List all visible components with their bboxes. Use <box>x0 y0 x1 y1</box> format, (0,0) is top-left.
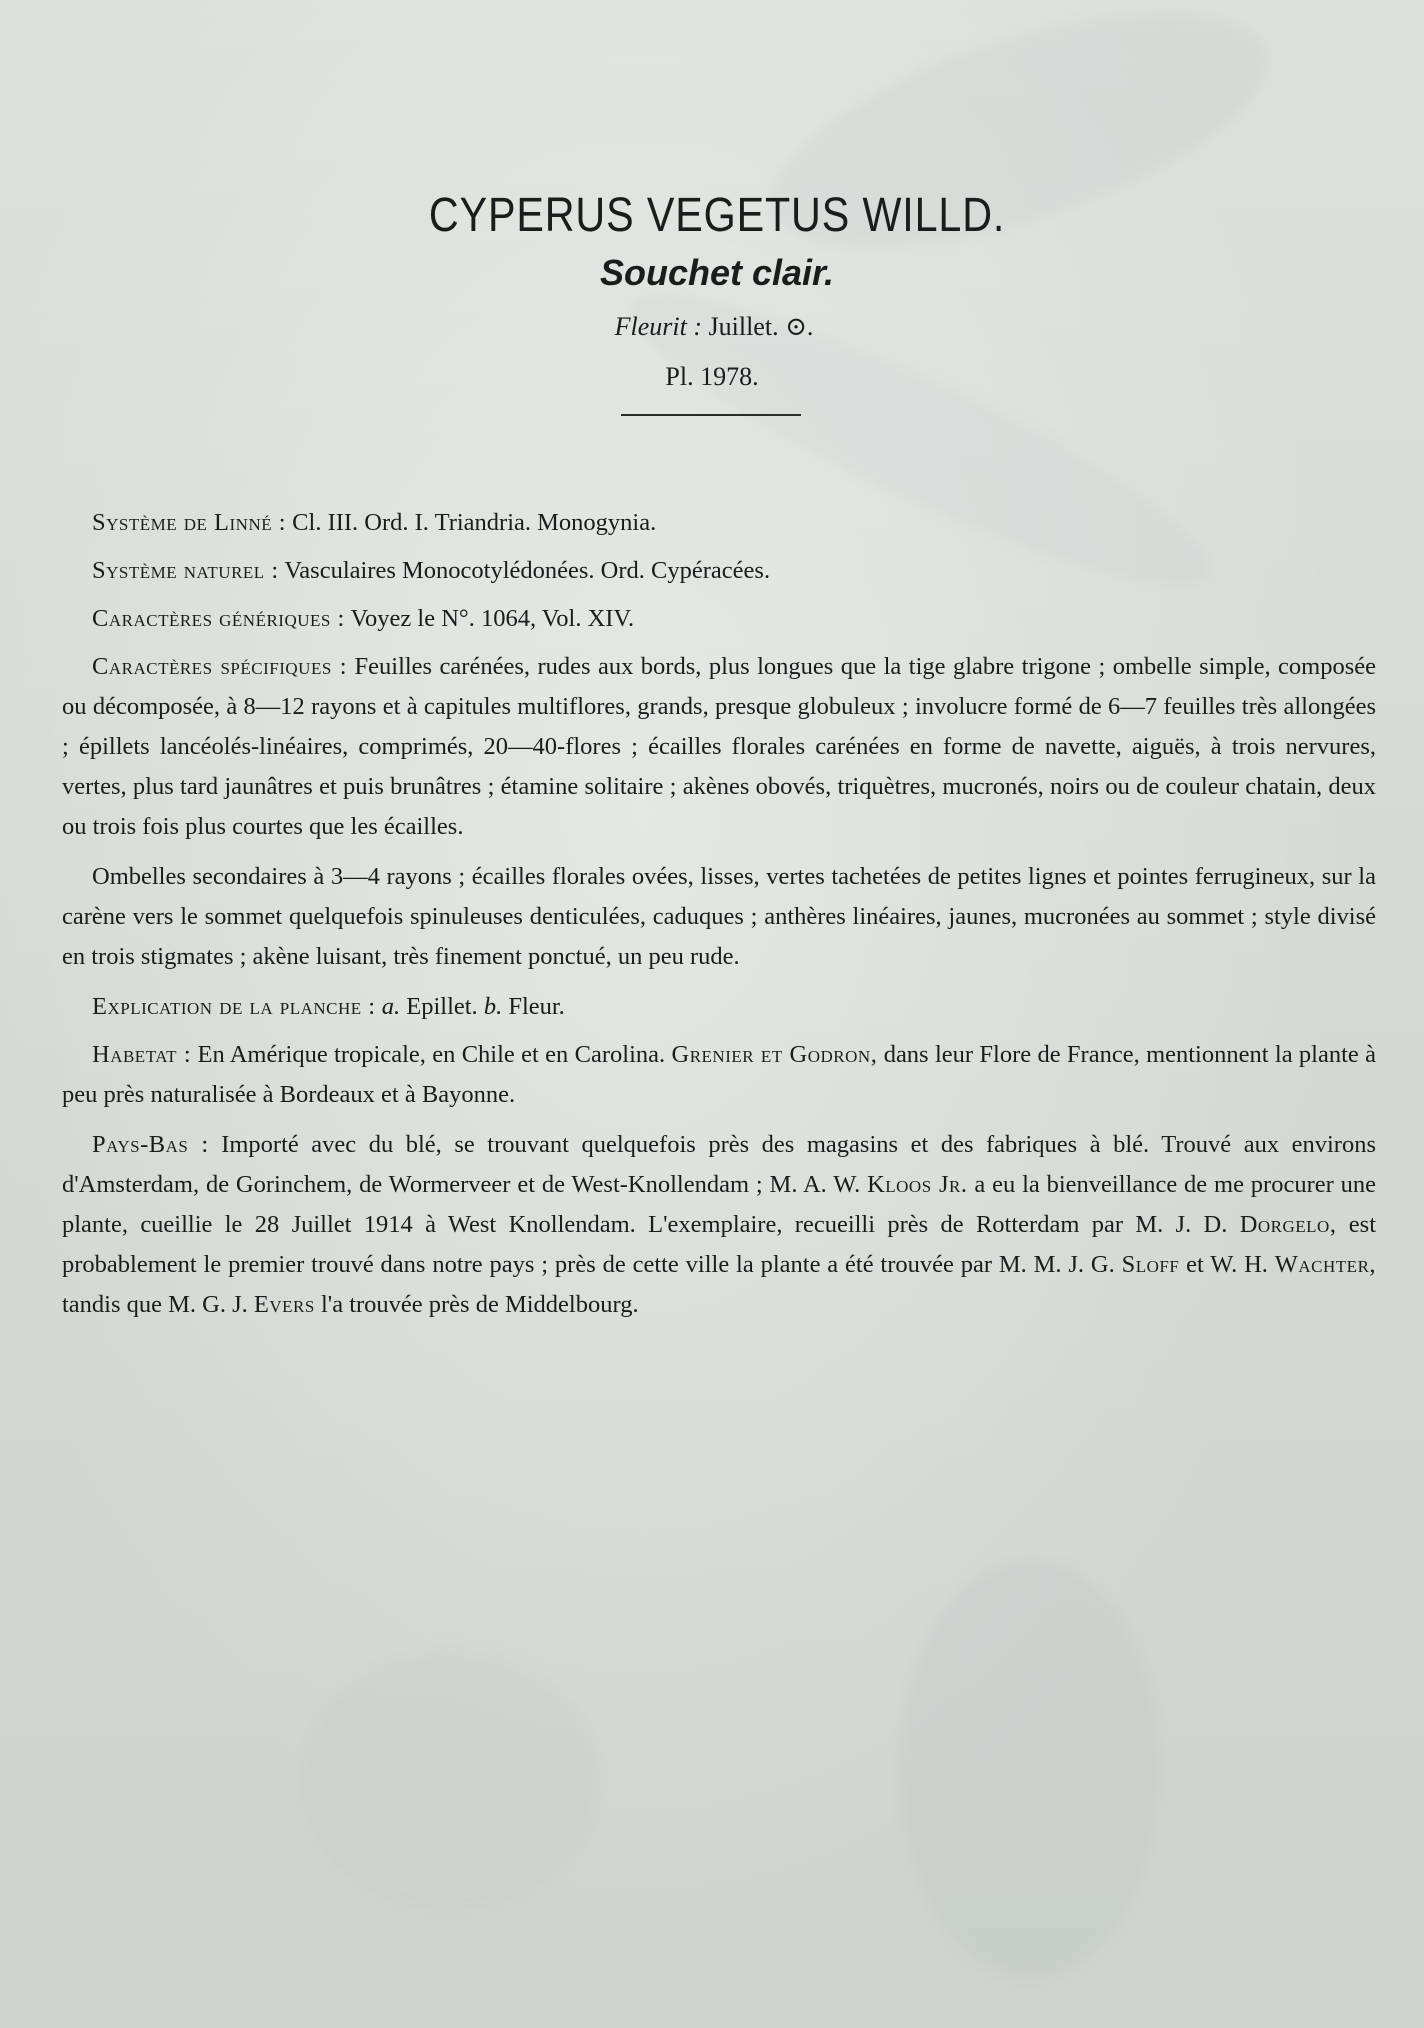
page-heading <box>0 186 1424 416</box>
plate-number: Pl. 1978. <box>665 362 759 391</box>
flowering-label: Fleurit : <box>614 312 703 341</box>
person-name: Evers <box>253 1291 315 1318</box>
section-pays-bas <box>62 1125 1376 1325</box>
section-text: Vasculaires Monocotylédonées. Ord. Cypéracées. <box>284 557 771 584</box>
section-ombelles <box>62 857 1376 977</box>
section-text: En Amérique tropicale, en Chile et en Carolina. <box>197 1041 666 1068</box>
section-generiques <box>62 599 1376 639</box>
section-text: l'a trouvée près de Middelbourg. <box>320 1291 639 1318</box>
section-label: Caractères spécifiques : <box>92 653 348 680</box>
person-name: Sloff <box>1121 1251 1180 1278</box>
person-name: Wachter, <box>1274 1251 1377 1278</box>
section-label: Pays-Bas : <box>92 1131 209 1158</box>
author-names: Grenier et Godron, <box>671 1041 878 1068</box>
section-text: Ombelles secondaires à 3—4 rayons ; écailles florales ovées, lisses, vertes tachetées de petites lignes et pointes ferrugineux, sur la carène vers le sommet quelquefois spinuleuses denticulées, caduques ; anthères linéaires, jaunes, mucronées au sommet ; style divisé en trois stigmates ; akène luisant, très finement ponctué, un peu rude. <box>62 863 1376 970</box>
section-label: Caractères génériques : <box>92 605 345 632</box>
section-label: Habetat : <box>92 1041 192 1068</box>
section-text: dans leur Flore de France, mentionnent la plante à peu près naturalisée à Bordeaux et à Bayonne. <box>62 1041 1377 1108</box>
show-through-shading <box>300 1650 600 1910</box>
section-explication <box>62 987 1376 1027</box>
section-habitat <box>62 1035 1376 1115</box>
figure-letter-b: b. <box>483 993 503 1020</box>
figure-caption-b: Fleur. <box>508 993 565 1020</box>
section-text: et W. H. <box>1186 1251 1268 1278</box>
section-text: Importé avec du blé, se trouvant quelquefois près des magasins et des fabriques à blé. Trouvé aux environs d'Amsterdam, de Gorinchem, de Wormerveer et de West-Knollendam ; M. A. W. <box>62 1131 1376 1198</box>
section-text: Voyez le N°. 1064, Vol. XIV. <box>350 605 635 632</box>
show-through-shading <box>900 1560 1160 1980</box>
section-naturel <box>62 551 1376 591</box>
person-name: Dorgelo, <box>1239 1211 1337 1238</box>
section-label: Système de Linné : <box>92 509 287 536</box>
person-name: Kloos Jr. <box>867 1171 968 1198</box>
section-linne <box>62 503 1376 543</box>
heading-divider <box>621 414 801 416</box>
section-text: tandis que M. G. J. <box>62 1291 248 1318</box>
figure-letter-a: a. <box>381 993 401 1020</box>
description-body <box>62 503 1376 1335</box>
section-text: Feuilles carénées, rudes aux bords, plus longues que la tige glabre trigone ; ombelle simple, composée ou décomposée, à 8—12 rayons et à capitules multiflores, grands, presque globuleux ; involucre formé de 6—7 feuilles très allongées ; épillets lancéolés-linéaires, comprimés, 20—40-flores ; écailles florales carénées en forme de navette, aiguës, à trois nervures, vertes, plus tard jaunâtres et puis brunâtres ; étamine solitaire ; akènes obovés, triquètres, mucronés, noirs ou de couleur chatain, deux ou trois fois plus courtes que les écailles. <box>62 653 1376 840</box>
flowering-value: Juillet. ⊙. <box>708 312 814 341</box>
section-specifiques <box>62 647 1376 847</box>
page-subtitle: Souchet clair. <box>599 252 835 293</box>
flowering-line <box>4 310 1424 344</box>
section-label: Explication de la planche : <box>92 993 376 1020</box>
section-text: Cl. III. Ord. I. Triandria. Monogynia. <box>292 509 657 536</box>
section-text: a eu la bienveillance de me procurer une plante, cueillie le 28 Juillet 1914 à West Knollendam. L'exemplaire, recueilli près de Rotterdam par M. J. D. <box>62 1171 1377 1238</box>
page-title: CYPERUS VEGETUS WILLD. <box>428 189 1006 242</box>
section-label: Système naturel : <box>92 557 279 584</box>
figure-caption-a: Epillet. <box>406 993 478 1020</box>
section-text: est probablement le premier trouvé dans notre pays ; près de cette ville la plante a été trouvée par M. M. J. G. <box>62 1211 1376 1278</box>
